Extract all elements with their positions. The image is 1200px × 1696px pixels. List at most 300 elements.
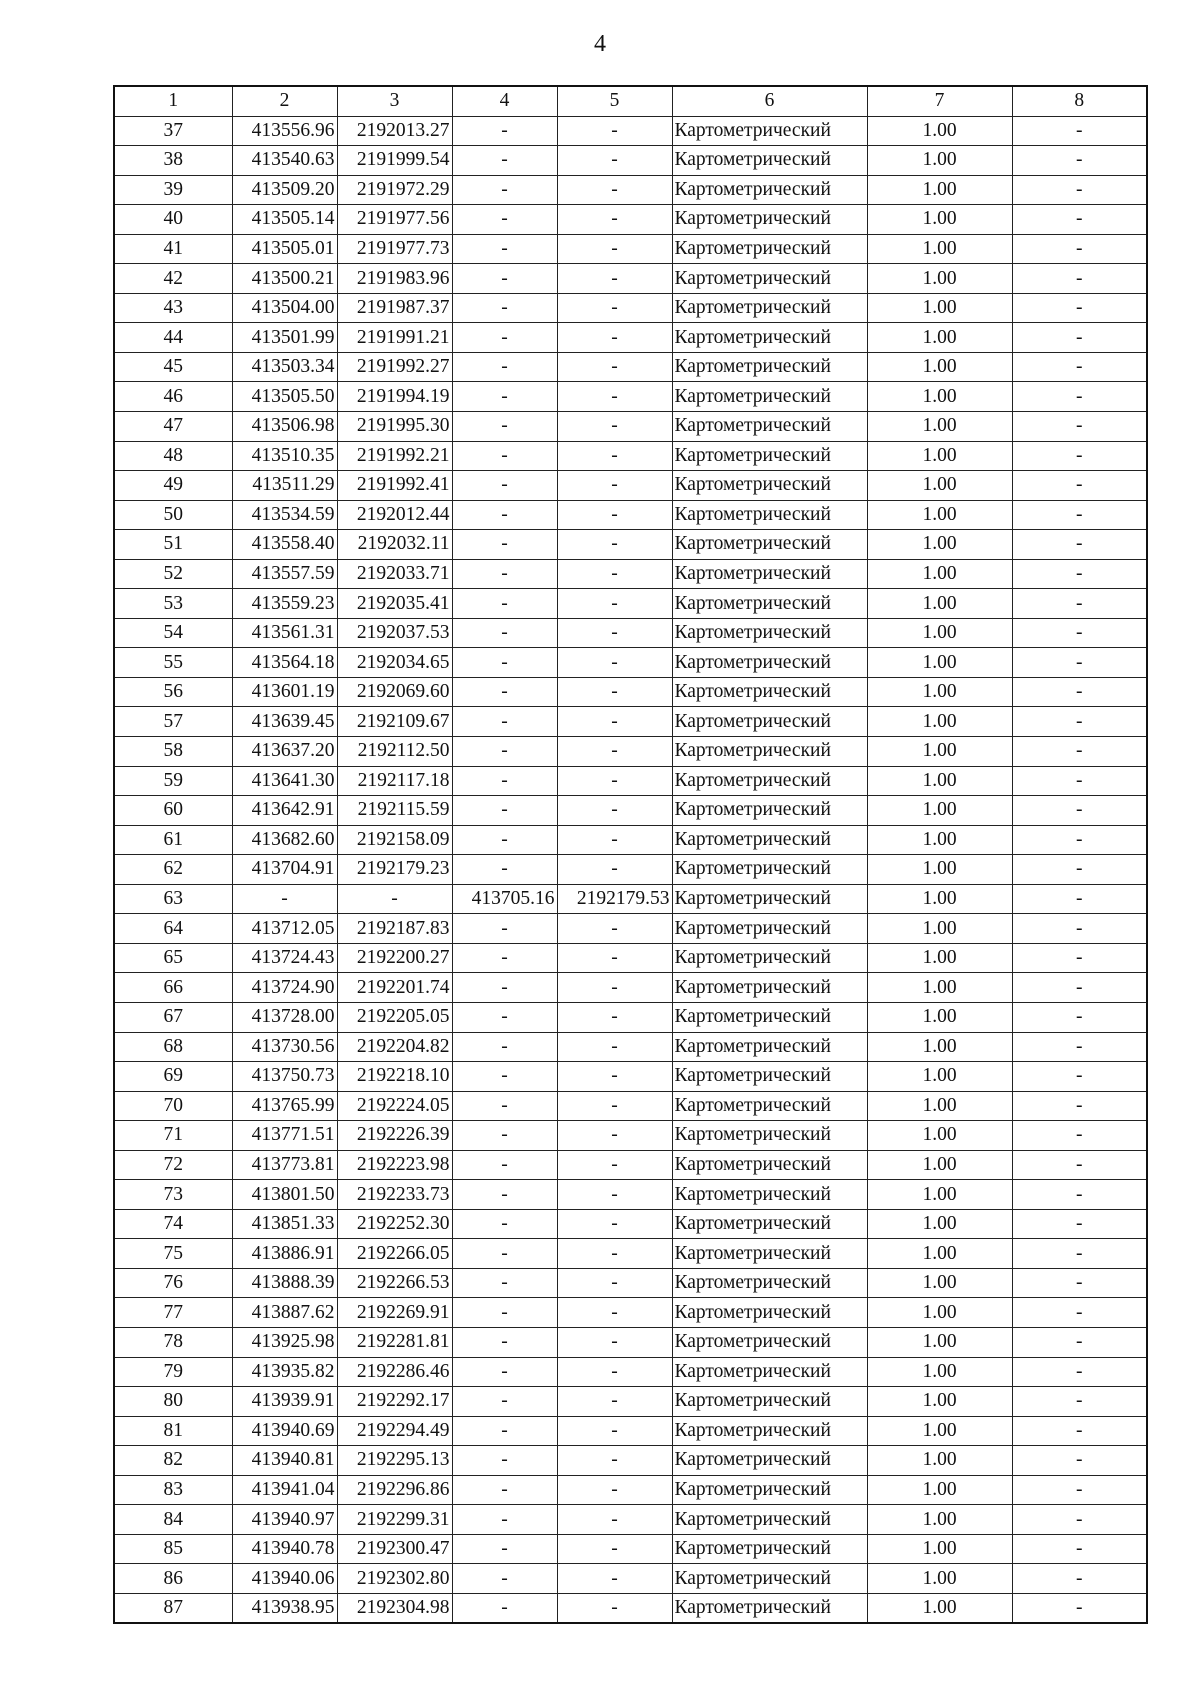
point-number-cell: 82 — [114, 1446, 232, 1476]
x-coordinate-cell: 413510.35 — [232, 441, 337, 471]
new-x-cell: - — [452, 1209, 557, 1239]
x-coordinate-cell: 413925.98 — [232, 1327, 337, 1357]
point-number-cell: 48 — [114, 441, 232, 471]
table-row — [114, 707, 1147, 737]
y-coordinate-cell: 2192218.10 — [337, 1062, 452, 1092]
accuracy-cell: 1.00 — [867, 1475, 1012, 1505]
point-number-cell: 72 — [114, 1150, 232, 1180]
y-coordinate-cell: 2191995.30 — [337, 412, 452, 442]
method-cell: Картометрический — [672, 648, 867, 678]
table-row — [114, 1150, 1147, 1180]
y-coordinate-cell: 2192292.17 — [337, 1387, 452, 1417]
note-cell: - — [1012, 1268, 1147, 1298]
new-x-cell: - — [452, 352, 557, 382]
new-y-cell: - — [557, 1534, 672, 1564]
new-y-cell: - — [557, 441, 672, 471]
x-coordinate-cell: 413940.81 — [232, 1446, 337, 1476]
new-x-cell: - — [452, 1564, 557, 1594]
accuracy-cell: 1.00 — [867, 1327, 1012, 1357]
new-y-cell: - — [557, 943, 672, 973]
coordinates-table — [113, 85, 1148, 1624]
x-coordinate-cell: 413511.29 — [232, 471, 337, 501]
new-y-cell: - — [557, 766, 672, 796]
method-cell: Картометрический — [672, 825, 867, 855]
y-coordinate-cell: 2192200.27 — [337, 943, 452, 973]
x-coordinate-cell: 413505.50 — [232, 382, 337, 412]
new-y-cell: - — [557, 530, 672, 560]
new-y-cell: - — [557, 471, 672, 501]
method-cell: Картометрический — [672, 766, 867, 796]
new-y-cell: - — [557, 293, 672, 323]
point-number-cell: 65 — [114, 943, 232, 973]
y-coordinate-cell: 2192117.18 — [337, 766, 452, 796]
point-number-cell: 37 — [114, 116, 232, 146]
method-cell: Картометрический — [672, 1387, 867, 1417]
column-header: 3 — [337, 86, 452, 116]
point-number-cell: 87 — [114, 1593, 232, 1623]
point-number-cell: 76 — [114, 1268, 232, 1298]
accuracy-cell: 1.00 — [867, 175, 1012, 205]
note-cell: - — [1012, 973, 1147, 1003]
y-coordinate-cell: 2192302.80 — [337, 1564, 452, 1594]
x-coordinate-cell: 413641.30 — [232, 766, 337, 796]
point-number-cell: 40 — [114, 205, 232, 235]
table-row — [114, 1387, 1147, 1417]
table-row — [114, 1091, 1147, 1121]
note-cell: - — [1012, 500, 1147, 530]
note-cell: - — [1012, 1534, 1147, 1564]
method-cell: Картометрический — [672, 264, 867, 294]
table-row — [114, 943, 1147, 973]
table-row — [114, 1475, 1147, 1505]
new-x-cell: - — [452, 1446, 557, 1476]
point-number-cell: 63 — [114, 884, 232, 914]
method-cell: Картометрический — [672, 293, 867, 323]
new-x-cell: - — [452, 973, 557, 1003]
table-row — [114, 766, 1147, 796]
table-row — [114, 1298, 1147, 1328]
y-coordinate-cell: 2191999.54 — [337, 146, 452, 176]
table-row — [114, 1002, 1147, 1032]
accuracy-cell: 1.00 — [867, 1150, 1012, 1180]
y-coordinate-cell: 2192266.05 — [337, 1239, 452, 1269]
x-coordinate-cell: 413540.63 — [232, 146, 337, 176]
new-x-cell: - — [452, 1062, 557, 1092]
method-cell: Картометрический — [672, 1062, 867, 1092]
method-cell: Картометрический — [672, 352, 867, 382]
y-coordinate-cell: 2191992.41 — [337, 471, 452, 501]
new-y-cell: - — [557, 1564, 672, 1594]
new-y-cell: - — [557, 648, 672, 678]
new-x-cell: - — [452, 1505, 557, 1535]
point-number-cell: 73 — [114, 1180, 232, 1210]
new-y-cell: - — [557, 1091, 672, 1121]
x-coordinate-cell: 413724.43 — [232, 943, 337, 973]
point-number-cell: 64 — [114, 914, 232, 944]
new-x-cell: - — [452, 1327, 557, 1357]
new-x-cell: - — [452, 1593, 557, 1623]
accuracy-cell: 1.00 — [867, 589, 1012, 619]
accuracy-cell: 1.00 — [867, 1180, 1012, 1210]
new-y-cell: - — [557, 1387, 672, 1417]
y-coordinate-cell: 2191991.21 — [337, 323, 452, 353]
new-y-cell: - — [557, 1268, 672, 1298]
method-cell: Картометрический — [672, 1298, 867, 1328]
method-cell: Картометрический — [672, 796, 867, 826]
point-number-cell: 53 — [114, 589, 232, 619]
table-row — [114, 530, 1147, 560]
new-y-cell: - — [557, 677, 672, 707]
note-cell: - — [1012, 441, 1147, 471]
point-number-cell: 41 — [114, 234, 232, 264]
x-coordinate-cell: - — [232, 884, 337, 914]
note-cell: - — [1012, 796, 1147, 826]
point-number-cell: 54 — [114, 618, 232, 648]
table-row — [114, 1180, 1147, 1210]
y-coordinate-cell: 2192233.73 — [337, 1180, 452, 1210]
x-coordinate-cell: 413765.99 — [232, 1091, 337, 1121]
method-cell: Картометрический — [672, 1032, 867, 1062]
accuracy-cell: 1.00 — [867, 825, 1012, 855]
y-coordinate-cell: 2191987.37 — [337, 293, 452, 323]
note-cell: - — [1012, 175, 1147, 205]
note-cell: - — [1012, 1475, 1147, 1505]
y-coordinate-cell: 2192032.11 — [337, 530, 452, 560]
note-cell: - — [1012, 1150, 1147, 1180]
table-header-row — [114, 86, 1147, 116]
method-cell: Картометрический — [672, 618, 867, 648]
y-coordinate-cell: 2192012.44 — [337, 500, 452, 530]
x-coordinate-cell: 413724.90 — [232, 973, 337, 1003]
new-x-cell: - — [452, 1032, 557, 1062]
x-coordinate-cell: 413505.01 — [232, 234, 337, 264]
method-cell: Картометрический — [672, 855, 867, 885]
new-y-cell: - — [557, 1416, 672, 1446]
accuracy-cell: 1.00 — [867, 264, 1012, 294]
new-x-cell: - — [452, 1416, 557, 1446]
new-y-cell: - — [557, 973, 672, 1003]
note-cell: - — [1012, 825, 1147, 855]
y-coordinate-cell: 2192034.65 — [337, 648, 452, 678]
accuracy-cell: 1.00 — [867, 884, 1012, 914]
new-x-cell: - — [452, 1239, 557, 1269]
x-coordinate-cell: 413505.14 — [232, 205, 337, 235]
y-coordinate-cell: 2191972.29 — [337, 175, 452, 205]
new-y-cell: - — [557, 1239, 672, 1269]
x-coordinate-cell: 413728.00 — [232, 1002, 337, 1032]
y-coordinate-cell: 2192158.09 — [337, 825, 452, 855]
y-coordinate-cell: 2191977.56 — [337, 205, 452, 235]
accuracy-cell: 1.00 — [867, 382, 1012, 412]
point-number-cell: 78 — [114, 1327, 232, 1357]
new-y-cell: - — [557, 1593, 672, 1623]
page-number: 4 — [594, 31, 606, 57]
new-x-cell: - — [452, 943, 557, 973]
new-x-cell: - — [452, 618, 557, 648]
method-cell: Картометрический — [672, 323, 867, 353]
column-header: 1 — [114, 86, 232, 116]
accuracy-cell: 1.00 — [867, 1357, 1012, 1387]
new-y-cell: - — [557, 855, 672, 885]
accuracy-cell: 1.00 — [867, 855, 1012, 885]
accuracy-cell: 1.00 — [867, 116, 1012, 146]
y-coordinate-cell: 2191994.19 — [337, 382, 452, 412]
new-x-cell: 413705.16 — [452, 884, 557, 914]
accuracy-cell: 1.00 — [867, 205, 1012, 235]
new-x-cell: - — [452, 1091, 557, 1121]
y-coordinate-cell: 2192033.71 — [337, 559, 452, 589]
method-cell: Картометрический — [672, 943, 867, 973]
note-cell: - — [1012, 1209, 1147, 1239]
table-row — [114, 175, 1147, 205]
method-cell: Картометрический — [672, 1002, 867, 1032]
x-coordinate-cell: 413559.23 — [232, 589, 337, 619]
y-coordinate-cell: 2192109.67 — [337, 707, 452, 737]
new-y-cell: - — [557, 1475, 672, 1505]
method-cell: Картометрический — [672, 707, 867, 737]
point-number-cell: 80 — [114, 1387, 232, 1417]
method-cell: Картометрический — [672, 1239, 867, 1269]
x-coordinate-cell: 413730.56 — [232, 1032, 337, 1062]
method-cell: Картометрический — [672, 234, 867, 264]
x-coordinate-cell: 413935.82 — [232, 1357, 337, 1387]
method-cell: Картометрический — [672, 175, 867, 205]
new-y-cell: - — [557, 352, 672, 382]
note-cell: - — [1012, 1327, 1147, 1357]
note-cell: - — [1012, 1357, 1147, 1387]
point-number-cell: 42 — [114, 264, 232, 294]
method-cell: Картометрический — [672, 146, 867, 176]
note-cell: - — [1012, 1062, 1147, 1092]
note-cell: - — [1012, 1239, 1147, 1269]
note-cell: - — [1012, 412, 1147, 442]
table-row — [114, 1268, 1147, 1298]
point-number-cell: 67 — [114, 1002, 232, 1032]
y-coordinate-cell: 2192294.49 — [337, 1416, 452, 1446]
note-cell: - — [1012, 116, 1147, 146]
y-coordinate-cell: 2192187.83 — [337, 914, 452, 944]
y-coordinate-cell: 2191977.73 — [337, 234, 452, 264]
y-coordinate-cell: 2192201.74 — [337, 973, 452, 1003]
x-coordinate-cell: 413637.20 — [232, 737, 337, 767]
point-number-cell: 77 — [114, 1298, 232, 1328]
new-x-cell: - — [452, 1387, 557, 1417]
accuracy-cell: 1.00 — [867, 234, 1012, 264]
method-cell: Картометрический — [672, 677, 867, 707]
accuracy-cell: 1.00 — [867, 648, 1012, 678]
x-coordinate-cell: 413886.91 — [232, 1239, 337, 1269]
accuracy-cell: 1.00 — [867, 412, 1012, 442]
table-row — [114, 1534, 1147, 1564]
table-row — [114, 1505, 1147, 1535]
x-coordinate-cell: 413503.34 — [232, 352, 337, 382]
table-row — [114, 973, 1147, 1003]
accuracy-cell: 1.00 — [867, 1121, 1012, 1151]
accuracy-cell: 1.00 — [867, 293, 1012, 323]
point-number-cell: 74 — [114, 1209, 232, 1239]
point-number-cell: 71 — [114, 1121, 232, 1151]
accuracy-cell: 1.00 — [867, 1032, 1012, 1062]
x-coordinate-cell: 413712.05 — [232, 914, 337, 944]
note-cell: - — [1012, 589, 1147, 619]
x-coordinate-cell: 413801.50 — [232, 1180, 337, 1210]
x-coordinate-cell: 413558.40 — [232, 530, 337, 560]
table-row — [114, 559, 1147, 589]
table-row — [114, 1327, 1147, 1357]
new-x-cell: - — [452, 412, 557, 442]
table-row — [114, 412, 1147, 442]
new-x-cell: - — [452, 205, 557, 235]
table-row — [114, 500, 1147, 530]
new-x-cell: - — [452, 766, 557, 796]
new-y-cell: - — [557, 1446, 672, 1476]
point-number-cell: 58 — [114, 737, 232, 767]
method-cell: Картометрический — [672, 884, 867, 914]
table-row — [114, 293, 1147, 323]
new-y-cell: - — [557, 1209, 672, 1239]
note-cell: - — [1012, 1298, 1147, 1328]
table-body — [114, 116, 1147, 1623]
y-coordinate-cell: 2192299.31 — [337, 1505, 452, 1535]
accuracy-cell: 1.00 — [867, 146, 1012, 176]
method-cell: Картометрический — [672, 1091, 867, 1121]
table-row — [114, 1357, 1147, 1387]
new-y-cell: - — [557, 796, 672, 826]
accuracy-cell: 1.00 — [867, 530, 1012, 560]
table-row — [114, 618, 1147, 648]
new-x-cell: - — [452, 264, 557, 294]
accuracy-cell: 1.00 — [867, 1298, 1012, 1328]
y-coordinate-cell: 2192281.81 — [337, 1327, 452, 1357]
table-row — [114, 116, 1147, 146]
table-row — [114, 1121, 1147, 1151]
method-cell: Картометрический — [672, 471, 867, 501]
new-y-cell: - — [557, 1327, 672, 1357]
note-cell: - — [1012, 471, 1147, 501]
new-y-cell: - — [557, 1062, 672, 1092]
x-coordinate-cell: 413888.39 — [232, 1268, 337, 1298]
new-x-cell: - — [452, 825, 557, 855]
new-y-cell: - — [557, 1032, 672, 1062]
point-number-cell: 51 — [114, 530, 232, 560]
method-cell: Картометрический — [672, 1475, 867, 1505]
note-cell: - — [1012, 559, 1147, 589]
y-coordinate-cell: 2191992.27 — [337, 352, 452, 382]
x-coordinate-cell: 413940.78 — [232, 1534, 337, 1564]
table-row — [114, 1239, 1147, 1269]
accuracy-cell: 1.00 — [867, 1534, 1012, 1564]
point-number-cell: 85 — [114, 1534, 232, 1564]
new-y-cell: - — [557, 323, 672, 353]
method-cell: Картометрический — [672, 382, 867, 412]
new-y-cell: - — [557, 1002, 672, 1032]
x-coordinate-cell: 413940.97 — [232, 1505, 337, 1535]
x-coordinate-cell: 413557.59 — [232, 559, 337, 589]
note-cell: - — [1012, 264, 1147, 294]
method-cell: Картометрический — [672, 1268, 867, 1298]
new-x-cell: - — [452, 1121, 557, 1151]
accuracy-cell: 1.00 — [867, 677, 1012, 707]
table-row — [114, 471, 1147, 501]
new-y-cell: - — [557, 707, 672, 737]
accuracy-cell: 1.00 — [867, 1564, 1012, 1594]
point-number-cell: 75 — [114, 1239, 232, 1269]
accuracy-cell: 1.00 — [867, 914, 1012, 944]
method-cell: Картометрический — [672, 1150, 867, 1180]
accuracy-cell: 1.00 — [867, 1387, 1012, 1417]
table-row — [114, 323, 1147, 353]
method-cell: Картометрический — [672, 1209, 867, 1239]
method-cell: Картометрический — [672, 441, 867, 471]
point-number-cell: 52 — [114, 559, 232, 589]
accuracy-cell: 1.00 — [867, 618, 1012, 648]
table-row — [114, 441, 1147, 471]
x-coordinate-cell: 413501.99 — [232, 323, 337, 353]
note-cell: - — [1012, 1593, 1147, 1623]
note-cell: - — [1012, 352, 1147, 382]
method-cell: Картометрический — [672, 1564, 867, 1594]
note-cell: - — [1012, 205, 1147, 235]
new-x-cell: - — [452, 116, 557, 146]
new-y-cell: - — [557, 500, 672, 530]
new-x-cell: - — [452, 471, 557, 501]
method-cell: Картометрический — [672, 1121, 867, 1151]
point-number-cell: 66 — [114, 973, 232, 1003]
accuracy-cell: 1.00 — [867, 1505, 1012, 1535]
accuracy-cell: 1.00 — [867, 973, 1012, 1003]
method-cell: Картометрический — [672, 737, 867, 767]
y-coordinate-cell: 2192035.41 — [337, 589, 452, 619]
accuracy-cell: 1.00 — [867, 737, 1012, 767]
new-y-cell: - — [557, 1298, 672, 1328]
new-x-cell: - — [452, 441, 557, 471]
new-x-cell: - — [452, 796, 557, 826]
y-coordinate-cell: 2192115.59 — [337, 796, 452, 826]
method-cell: Картометрический — [672, 205, 867, 235]
method-cell: Картометрический — [672, 1180, 867, 1210]
y-coordinate-cell: 2192204.82 — [337, 1032, 452, 1062]
table-row — [114, 677, 1147, 707]
point-number-cell: 86 — [114, 1564, 232, 1594]
note-cell: - — [1012, 1387, 1147, 1417]
x-coordinate-cell: 413506.98 — [232, 412, 337, 442]
table-row — [114, 1416, 1147, 1446]
new-y-cell: - — [557, 175, 672, 205]
note-cell: - — [1012, 293, 1147, 323]
accuracy-cell: 1.00 — [867, 1416, 1012, 1446]
x-coordinate-cell: 413940.06 — [232, 1564, 337, 1594]
new-x-cell: - — [452, 1002, 557, 1032]
new-y-cell: - — [557, 1180, 672, 1210]
y-coordinate-cell: - — [337, 884, 452, 914]
x-coordinate-cell: 413938.95 — [232, 1593, 337, 1623]
accuracy-cell: 1.00 — [867, 323, 1012, 353]
method-cell: Картометрический — [672, 559, 867, 589]
table-row — [114, 737, 1147, 767]
new-x-cell: - — [452, 175, 557, 205]
new-y-cell: - — [557, 116, 672, 146]
accuracy-cell: 1.00 — [867, 943, 1012, 973]
accuracy-cell: 1.00 — [867, 1091, 1012, 1121]
new-x-cell: - — [452, 500, 557, 530]
table-row — [114, 884, 1147, 914]
accuracy-cell: 1.00 — [867, 707, 1012, 737]
point-number-cell: 81 — [114, 1416, 232, 1446]
point-number-cell: 57 — [114, 707, 232, 737]
x-coordinate-cell: 413556.96 — [232, 116, 337, 146]
table-row — [114, 648, 1147, 678]
table-row — [114, 1209, 1147, 1239]
